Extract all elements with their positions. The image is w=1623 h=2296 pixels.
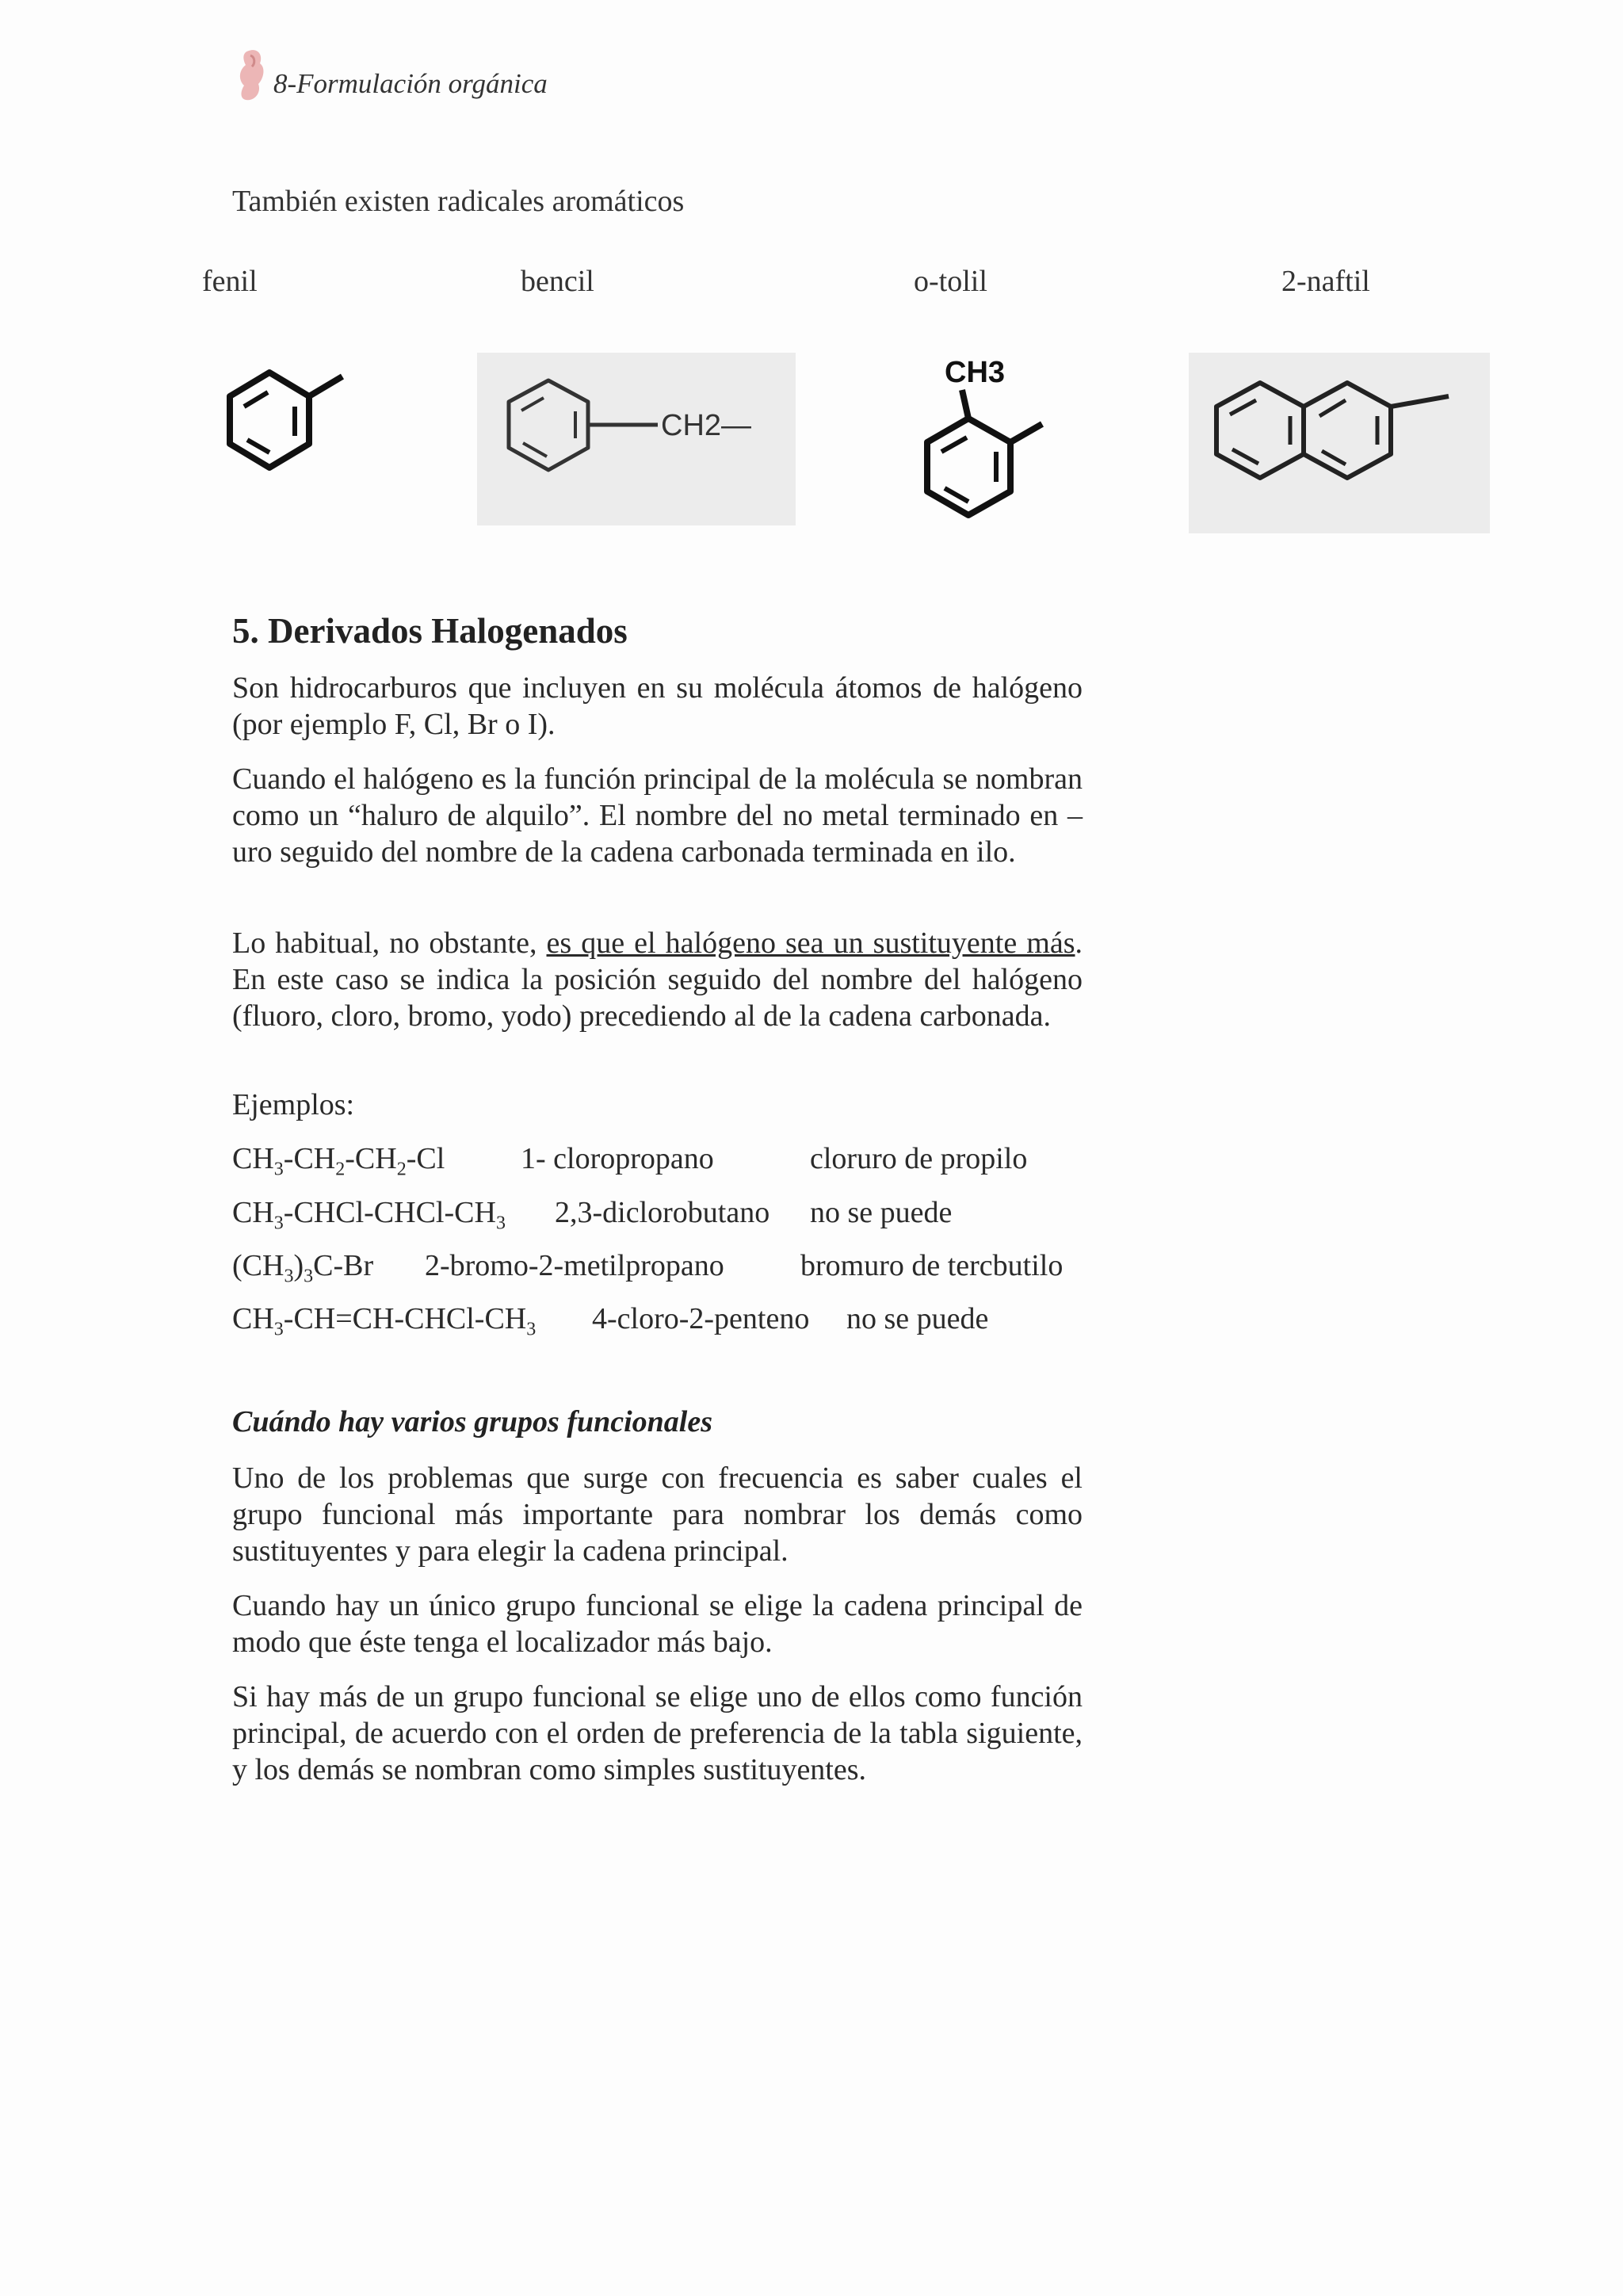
section-paragraph-3-end: . En este caso se indica la posición seguido del nombre del halógeno (fluoro, cloro, bromo, yodo) precediendo al de la cadena carbonada.: [232, 926, 1083, 1033]
otolil-structure-image: [880, 349, 1062, 563]
radical-label-naftil: 2-naftil: [1281, 265, 1370, 298]
section-paragraph-3-start: Lo habitual, no obstante,: [232, 926, 547, 960]
example-formula-3: $(CH_3)_3C-Br$: [232, 1249, 374, 1287]
page-header-title: 8-Formulación orgánica: [273, 68, 548, 99]
bencil-structure-image: [477, 353, 796, 525]
example-formula-1: $CH_3-CH_2-CH_2-Cl$: [232, 1142, 445, 1180]
section-paragraph-3-underlined: es que el halógeno sea un sustituyente más: [546, 926, 1075, 960]
intro-text: También existen radicales aromáticos: [232, 185, 685, 218]
examples-label: Ejemplos:: [232, 1088, 355, 1121]
radical-label-fenil: fenil: [202, 265, 258, 298]
section-title: 5. Derivados Halogenados: [232, 611, 628, 651]
subsection-paragraph-1: Uno de los problemas que surge con frecuencia es saber cuales el grupo funcional más importante para nombrar los demás como sustituyentes y para elegir la cadena principal.: [232, 1461, 1083, 1568]
fenil-structure-image: [190, 361, 357, 515]
subsection-paragraph-2: Cuando hay un único grupo funcional se elige la cadena principal de modo que éste tenga el localizador más bajo.: [232, 1589, 1083, 1659]
example-iupac-1: 1- cloropropano: [521, 1142, 714, 1175]
example-iupac-2: 2,3-diclorobutano: [555, 1196, 770, 1229]
subsection-title: Cuándo hay varios grupos funcionales: [232, 1405, 713, 1438]
otolil-formula: CH3: [945, 356, 1006, 389]
logo-icon: [231, 48, 271, 103]
section-paragraph-1: Son hidrocarburos que incluyen en su molécula átomos de halógeno (por ejemplo F, Cl, Br o I).: [232, 671, 1083, 741]
example-formula-2: $CH_3-CHCl-CHCl-CH_3$: [232, 1196, 506, 1234]
subsection-paragraph-3: Si hay más de un grupo funcional se elige uno de ellos como función principal, de acuerdo con el orden de preferencia de la tabla siguiente, y los demás se nombran como simples sustituyentes.: [232, 1680, 1083, 1786]
radical-label-otolil: o-tolil: [914, 265, 987, 298]
bencil-formula: CH2—: [661, 409, 752, 442]
naftil-structure-image: [1189, 353, 1490, 533]
section-paragraph-3: [232, 925, 1083, 1034]
example-alt-1: cloruro de propilo: [810, 1142, 1028, 1175]
example-alt-4: no se puede: [846, 1302, 989, 1335]
example-alt-3: bromuro de tercbutilo: [800, 1249, 1064, 1282]
radical-label-bencil: bencil: [521, 265, 594, 298]
example-formula-4: $CH_3-CH=CH-CHCl-CH_3$: [232, 1302, 537, 1340]
example-alt-2: no se puede: [810, 1196, 953, 1229]
example-iupac-4: 4-cloro-2-penteno: [592, 1302, 810, 1335]
example-iupac-3: 2-bromo-2-metilpropano: [425, 1249, 724, 1282]
section-paragraph-2: Cuando el halógeno es la función principal de la molécula se nombran como un “haluro de alquilo”. El nombre del no metal terminado en –uro seguido del nombre de la cadena carbonada terminada en ilo.: [232, 762, 1083, 869]
